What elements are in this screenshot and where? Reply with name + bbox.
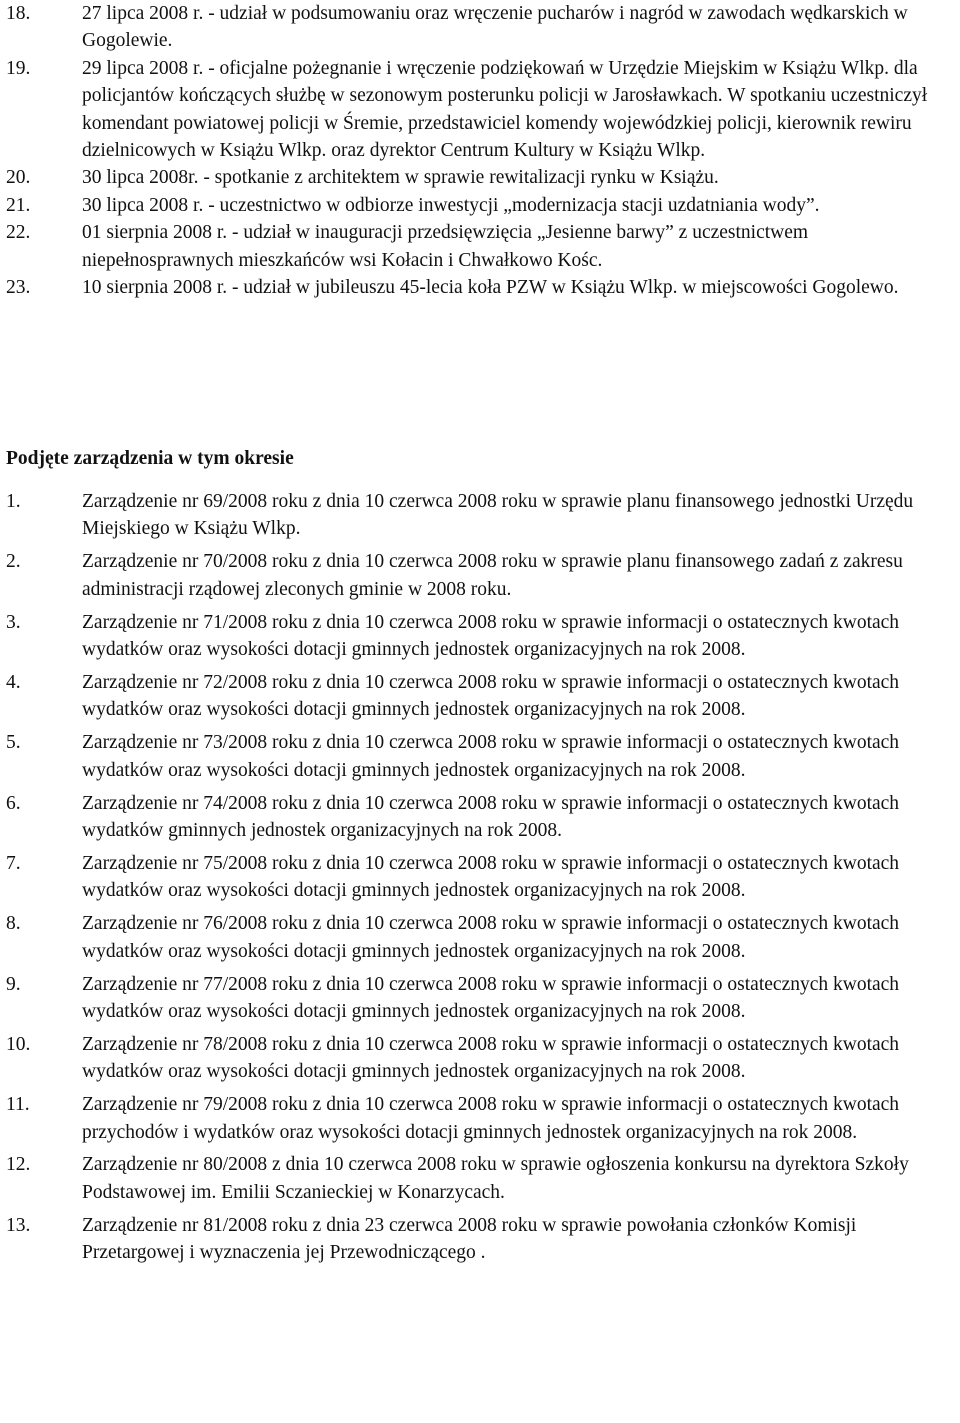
item-text: Zarządzenie nr 74/2008 roku z dnia 10 czerwca 2008 roku w sprawie informacji o ostatecznych kwotach wydatków gminnych jednostek organizacyjnych na rok 2008.: [82, 792, 900, 841]
item-number: 5.: [6, 732, 21, 754]
item-number: 21.: [6, 194, 31, 216]
item-text: 30 lipca 2008 r. - uczestnictwo w odbiorze inwestycji „modernizacja stacji uzdatniania wody”.: [82, 194, 820, 216]
item-number: 11.: [6, 1094, 30, 1116]
item-number: 13.: [6, 1214, 31, 1236]
item-number: 12.: [6, 1154, 31, 1176]
order-item: [6, 1212, 960, 1267]
orders-list: [6, 488, 960, 1272]
item-number: 3.: [6, 611, 21, 633]
order-item: [6, 1091, 960, 1146]
order-item: [6, 729, 960, 784]
event-item: [6, 192, 960, 219]
item-text: Zarządzenie nr 73/2008 roku z dnia 10 czerwca 2008 roku w sprawie informacji o ostatecznych kwotach wydatków oraz wysokości dotacji gminnych jednostek organizacyjnych na rok 2008.: [82, 732, 900, 781]
item-number: 19.: [6, 57, 31, 79]
item-number: 18.: [6, 3, 31, 24]
item-number: 22.: [6, 222, 31, 244]
item-number: 23.: [6, 277, 31, 299]
item-number: 2.: [6, 551, 21, 573]
event-item: [6, 164, 960, 191]
item-number: 9.: [6, 973, 21, 995]
item-text: Zarządzenie nr 80/2008 z dnia 10 czerwca 2008 roku w sprawie ogłoszenia konkursu na dyrektora Szkoły Podstawowej im. Emilii Sczanieckiej w Konarzycach.: [82, 1154, 909, 1203]
item-number: 8.: [6, 913, 21, 935]
item-text: Zarządzenie nr 77/2008 roku z dnia 10 czerwca 2008 roku w sprawie informacji o ostatecznych kwotach wydatków oraz wysokości dotacji gminnych jednostek organizacyjnych na rok 2008.: [82, 973, 900, 1022]
item-text: Zarządzenie nr 71/2008 roku z dnia 10 czerwca 2008 roku w sprawie informacji o ostatecznych kwotach wydatków oraz wysokości dotacji gminnych jednostek organizacyjnych na rok 2008.: [82, 611, 900, 661]
order-item: [6, 488, 960, 543]
item-text: Zarządzenie nr 78/2008 roku z dnia 10 czerwca 2008 roku w sprawie informacji o ostatecznych kwotach wydatków oraz wysokości dotacji gminnych jednostek organizacyjnych na rok 2008.: [82, 1033, 900, 1083]
event-item: [6, 0, 960, 55]
item-text: 27 lipca 2008 r. - udział w podsumowaniu oraz wręczenie pucharów i nagród w zawodach wędkarskich w Gogolewie.: [82, 3, 908, 52]
item-number: 1.: [6, 491, 21, 512]
item-text: Zarządzenie nr 79/2008 roku z dnia 10 czerwca 2008 roku w sprawie informacji o ostatecznych kwotach przychodów i wydatków oraz wysokości dotacji gminnych jednostek organizacyjnych na rok 2008.: [82, 1094, 900, 1143]
order-item: [6, 790, 960, 845]
event-item: [6, 274, 960, 301]
section-heading: Podjęte zarządzenia w tym okresie: [6, 448, 294, 469]
item-text: Zarządzenie nr 81/2008 roku z dnia 23 czerwca 2008 roku w sprawie powołania członków Komisji Przetargowej i wyznaczenia jej Przewodniczącego .: [82, 1214, 857, 1264]
item-text: Zarządzenie nr 75/2008 roku z dnia 10 czerwca 2008 roku w sprawie informacji o ostatecznych kwotach wydatków oraz wysokości dotacji gminnych jednostek organizacyjnych na rok 2008.: [82, 852, 900, 902]
order-item: [6, 548, 960, 603]
item-text: 30 lipca 2008r. - spotkanie z architektem w sprawie rewitalizacji rynku w Książu.: [82, 167, 719, 189]
item-number: 10.: [6, 1033, 31, 1055]
order-item: [6, 609, 960, 664]
order-item: [6, 1031, 960, 1086]
event-item: [6, 55, 960, 165]
item-number: 6.: [6, 792, 21, 814]
item-text: 01 sierpnia 2008 r. - udział w inauguracji przedsięwzięcia „Jesienne barwy” z uczestnictwem niepełnosprawnych mieszkańców wsi Kołacin i Chwałkowo Kośc.: [82, 222, 809, 271]
item-number: 4.: [6, 671, 21, 693]
item-text: Zarządzenie nr 69/2008 roku z dnia 10 czerwca 2008 roku w sprawie planu finansowego jednostki Urzędu Miejskiego w Książu Wlkp.: [82, 491, 914, 540]
order-item: [6, 1151, 960, 1206]
item-text: Zarządzenie nr 72/2008 roku z dnia 10 czerwca 2008 roku w sprawie informacji o ostatecznych kwotach wydatków oraz wysokości dotacji gminnych jednostek organizacyjnych na rok 2008.: [82, 671, 900, 721]
item-text: Zarządzenie nr 76/2008 roku z dnia 10 czerwca 2008 roku w sprawie informacji o ostatecznych kwotach wydatków oraz wysokości dotacji gminnych jednostek organizacyjnych na rok 2008.: [82, 913, 900, 962]
order-item: [6, 910, 960, 965]
order-item: [6, 971, 960, 1026]
order-item: [6, 669, 960, 724]
item-text: 29 lipca 2008 r. - oficjalne pożegnanie i wręczenie podziękowań w Urzędzie Miejskim w Książu Wlkp. dla policjantów kończących służbę w sezonowym posterunku policji w Jarosławkach. W spotkaniu uczestniczył komendant powiatowej policji w Śremie, przedstawiciel komendy wojewódzkiej policji, kierownik rewiru dzielnicowych w Książu Wlkp. oraz dyrektor Centrum Kultury w Książu Wlkp.: [82, 57, 928, 162]
item-text: 10 sierpnia 2008 r. - udział w jubileuszu 45-lecia koła PZW w Książu Wlkp. w miejscowości Gogolewo.: [82, 277, 899, 299]
event-item: [6, 219, 960, 274]
order-item: [6, 850, 960, 905]
item-number: 20.: [6, 167, 31, 189]
events-list: [6, 0, 960, 301]
item-number: 7.: [6, 852, 21, 874]
item-text: Zarządzenie nr 70/2008 roku z dnia 10 czerwca 2008 roku w sprawie planu finansowego zadań z zakresu administracji rządowej zleconych gminie w 2008 roku.: [82, 551, 903, 600]
